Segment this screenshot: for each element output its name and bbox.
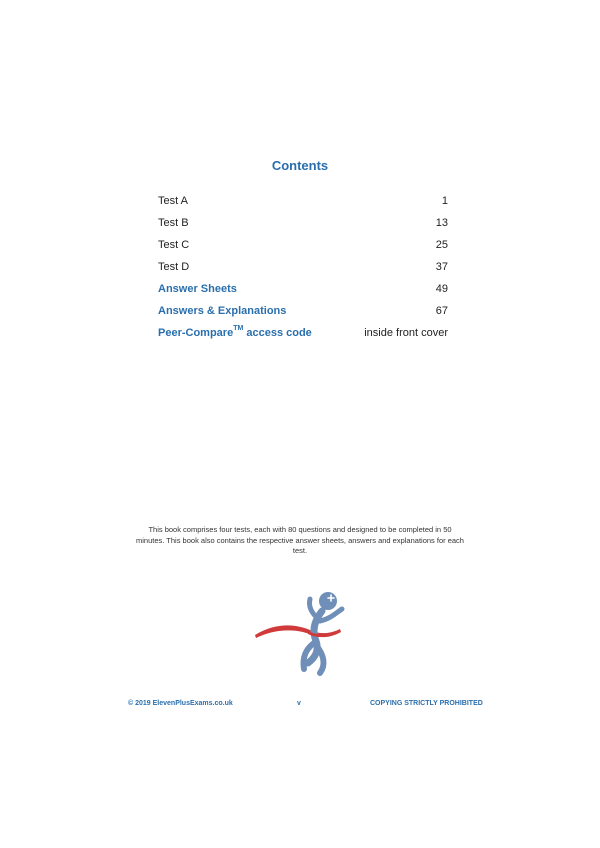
toc-page-number: 13 bbox=[435, 217, 448, 229]
toc-label: Test A bbox=[158, 195, 188, 207]
toc-label: Test B bbox=[158, 217, 189, 229]
toc-label: Test C bbox=[158, 239, 190, 251]
toc-label: Test D bbox=[158, 261, 190, 273]
toc-label-text: Peer-Compare bbox=[158, 327, 234, 339]
running-figure-logo-icon bbox=[250, 585, 360, 680]
toc-page-number: 67 bbox=[435, 305, 448, 317]
page-title: Contents bbox=[271, 158, 329, 173]
toc-row-answer-sheets bbox=[158, 278, 448, 300]
footer-copy-notice: COPYING STRICTLY PROHIBITED bbox=[370, 700, 483, 707]
toc-row-test-a bbox=[158, 190, 448, 212]
toc-label: Answers & Explanations bbox=[158, 305, 287, 317]
toc-page-number: 25 bbox=[435, 239, 448, 251]
toc-label-peer-compare bbox=[158, 327, 312, 339]
toc-row-peer-compare bbox=[158, 322, 448, 344]
page-footer bbox=[0, 700, 600, 712]
toc-label: Answer Sheets bbox=[158, 283, 237, 295]
toc-page-number: 1 bbox=[441, 195, 448, 207]
toc-label-suffix: access code bbox=[243, 327, 312, 339]
table-of-contents bbox=[158, 190, 448, 344]
toc-page-number: 49 bbox=[435, 283, 448, 295]
toc-row-answers-explanations bbox=[158, 300, 448, 322]
footer-page-number: v bbox=[297, 700, 301, 707]
toc-row-test-c bbox=[158, 234, 448, 256]
toc-row-test-d bbox=[158, 256, 448, 278]
toc-row-test-b bbox=[158, 212, 448, 234]
book-description: This book comprises four tests, each with 80 questions and designed to be completed in 50 minutes. This book also contains the respective answer sheets, answers and explanations for each test. bbox=[136, 525, 464, 555]
footer-copyright: © 2019 ElevenPlusExams.co.uk bbox=[128, 700, 233, 707]
toc-page-number: inside front cover bbox=[364, 327, 448, 339]
trademark-mark: TM bbox=[233, 325, 244, 332]
toc-page-number: 37 bbox=[435, 261, 448, 273]
